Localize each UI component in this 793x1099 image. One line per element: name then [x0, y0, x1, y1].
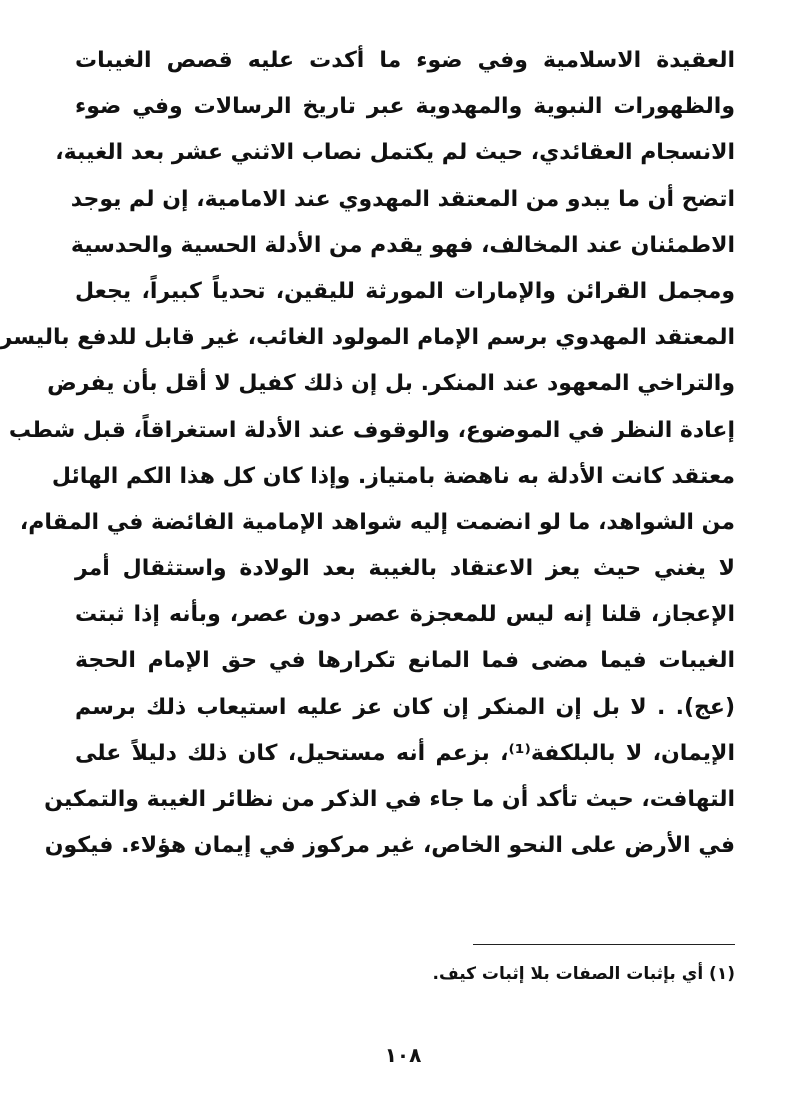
- text-line-2: والظهورات النبوية والمهدوية عبر تاريخ الرسالات وفي ضوء: [75, 94, 735, 120]
- page-number: ١٠٨: [384, 1043, 422, 1067]
- text-line-7: المعتقد المهدوي برسم الإمام المولود الغائب، غير قابل للدفع باليسر: [0, 325, 735, 351]
- text-line-10: معتقد كانت الأدلة به ناهضة بامتياز. وإذا كان كل هذا الكم الهائل: [51, 463, 735, 489]
- text-line-1: العقيدة الاسلامية وفي ضوء ما أكدت عليه قصص الغيبات: [75, 48, 735, 73]
- text-line-9: إعادة النظر في الموضوع، والوقوف عند الأدلة استغراقاً، قبل شطب: [8, 417, 735, 443]
- text-line-6: ومجمل القرائن والإمارات المورثة لليقين، تحدياً كبيراً، يجعل: [75, 278, 735, 304]
- text-line-11: من الشواهد، ما لو انضمت إليه شواهد الإمامية الفائضة في المقام،: [19, 509, 735, 535]
- footnote: (١) أي بإثبات الصفات بلا إثبات كيف.: [432, 964, 735, 984]
- text-line-5: الاطمئنان عند المخالف، فهو يقدم من الأدلة الحسية والحدسية: [70, 232, 735, 258]
- text-line-12: لا يغني حيث يعز الاعتقاد بالغيبة بعد الولادة واستثقال أمر: [75, 556, 735, 582]
- text-line-13: الإعجاز، قلنا إنه ليس للمعجزة عصر دون عصر، وبأنه إذا ثبتت: [75, 602, 735, 628]
- main-text-block: [0, 38, 735, 869]
- text-line-16: الإيمان، لا بالبلكفة⁽¹⁾، بزعم أنه مستحيل، كان ذلك دليلاً على: [75, 740, 735, 766]
- footnote-separator: [473, 944, 735, 945]
- text-line-14: الغيبات فيما مضى فما المانع تكرارها في حق الإمام الحجة: [75, 648, 735, 674]
- text-line-3: الانسجام العقائدي، حيث لم يكتمل نصاب الاثني عشر بعد الغيبة،: [55, 140, 735, 166]
- text-line-18: في الأرض على النحو الخاص، غير مركوز في إيمان هؤلاء. فيكون: [44, 833, 735, 859]
- text-line-17: التهافت، حيث تأكد أن ما جاء في الذكر من نظائر الغيبة والتمكين: [44, 787, 735, 812]
- text-line-15: (عج). . لا بل إن المنكر إن كان عز عليه استيعاب ذلك برسم: [75, 694, 735, 720]
- text-line-4: اتضح أن ما يبدو من المعتقد المهدوي عند الامامية، إن لم يوجد: [70, 186, 735, 212]
- text-line-8: والتراخي المعهود عند المنكر. بل إن ذلك كفيل لا أقل بأن يفرض: [47, 371, 735, 397]
